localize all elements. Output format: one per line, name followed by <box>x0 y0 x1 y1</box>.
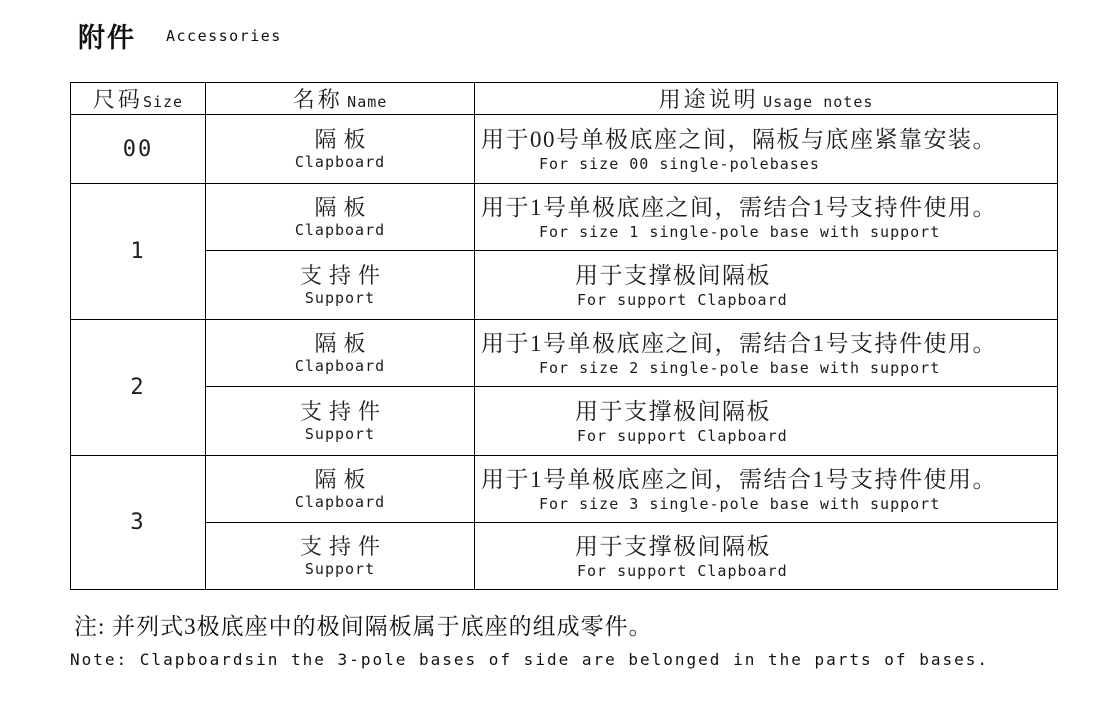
accessories-table <box>70 82 1058 590</box>
name-en: Clapboard <box>294 493 386 511</box>
table-row <box>71 523 1058 590</box>
usage-cell <box>475 184 1058 251</box>
name-header-zh: 名称 <box>292 87 343 112</box>
name-zh: 隔板 <box>314 126 373 152</box>
size-cell: 3 <box>71 456 206 590</box>
usage-cell <box>475 456 1058 523</box>
footnote-en: Note: Clapboardsin the 3-pole bases of side are belonged in the parts of bases. <box>70 650 989 669</box>
usage-header-zh: 用途说明 <box>658 87 759 112</box>
table-row <box>71 251 1058 320</box>
name-zh: 支持件 <box>299 262 387 288</box>
column-header-name <box>206 83 475 115</box>
name-en: Clapboard <box>294 221 386 239</box>
usage-cell <box>475 115 1058 184</box>
usage-en: For size 00 single-polebases <box>539 154 820 173</box>
usage-en: For support Clapboard <box>577 561 788 580</box>
usage-cell <box>475 387 1058 456</box>
column-header-size <box>71 83 206 115</box>
usage-zh: 用于支撑极间隔板 <box>575 533 771 559</box>
size-cell: 1 <box>71 184 206 320</box>
name-zh: 支持件 <box>299 533 387 559</box>
name-zh: 隔板 <box>314 194 373 220</box>
name-cell <box>206 456 475 523</box>
footnote-zh: 注: 并列式3极底座中的极间隔板属于底座的组成零件。 <box>74 614 653 639</box>
page-title-zh: 附件 <box>78 23 136 53</box>
name-en: Support <box>304 560 376 578</box>
usage-zh: 用于支撑极间隔板 <box>575 398 771 424</box>
page-title-en: Accessories <box>166 27 282 45</box>
usage-zh: 用于1号单极底座之间，需结合1号支持件使用。 <box>481 194 997 220</box>
name-cell <box>206 184 475 251</box>
usage-zh: 用于00号单极底座之间，隔板与底座紧靠安装。 <box>481 126 997 152</box>
name-cell <box>206 115 475 184</box>
table-header-row <box>71 83 1058 115</box>
usage-en: For support Clapboard <box>577 426 788 445</box>
usage-en: For support Clapboard <box>577 290 788 309</box>
name-header-en: Name <box>347 93 388 111</box>
usage-header-en: Usage notes <box>763 93 874 111</box>
size-header-en: Size <box>142 93 184 111</box>
usage-en: For size 2 single-pole base with support <box>539 358 941 377</box>
size-header-zh: 尺码 <box>92 87 143 112</box>
size-cell: 00 <box>71 115 206 184</box>
usage-zh: 用于支撑极间隔板 <box>575 262 771 288</box>
size-cell: 2 <box>71 320 206 456</box>
usage-en: For size 3 single-pole base with support <box>539 494 941 513</box>
usage-zh: 用于1号单极底座之间，需结合1号支持件使用。 <box>481 330 997 356</box>
name-en: Clapboard <box>294 153 386 171</box>
table-row <box>71 184 1058 251</box>
name-en: Support <box>304 289 376 307</box>
table-row <box>71 456 1058 523</box>
name-zh: 隔板 <box>314 466 373 492</box>
column-header-usage <box>475 83 1058 115</box>
usage-cell <box>475 523 1058 590</box>
name-cell <box>206 523 475 590</box>
usage-cell <box>475 320 1058 387</box>
name-cell <box>206 387 475 456</box>
name-cell <box>206 320 475 387</box>
name-zh: 支持件 <box>299 398 387 424</box>
usage-cell <box>475 251 1058 320</box>
name-en: Clapboard <box>294 357 386 375</box>
usage-en: For size 1 single-pole base with support <box>539 222 941 241</box>
table-row <box>71 320 1058 387</box>
name-en: Support <box>304 425 376 443</box>
name-cell <box>206 251 475 320</box>
table-row <box>71 387 1058 456</box>
table-row <box>71 115 1058 184</box>
usage-zh: 用于1号单极底座之间，需结合1号支持件使用。 <box>481 466 997 492</box>
name-zh: 隔板 <box>314 330 373 356</box>
